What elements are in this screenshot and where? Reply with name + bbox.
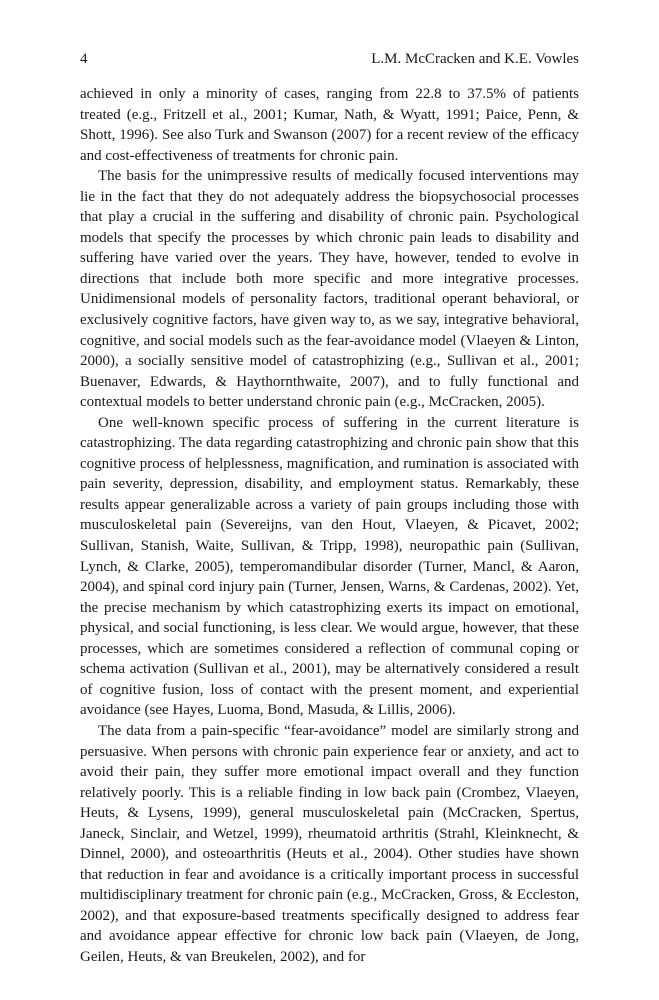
running-head-authors: L.M. McCracken and K.E. Vowles [371,51,579,67]
page-number: 4 [80,51,88,67]
paragraph-continued: achieved in only a minority of cases, ranging from 22.8 to 37.5% of patients treated (e.g., Fritzell et al., 2001; Kumar, Nath, & Wyatt, 1991; Paice, Penn, & Shott, 1996). See also Turk and Swanson (2007) for a recent review of the efficacy and cost-effectiveness of treatments for chronic pain. [80,86,579,164]
paragraph-catastrophizing: One well-known specific process of suffering in the current literature is catastrophizing. The data regarding catastrophizing and chronic pain show that this cognitive process of helplessness, magnification, and rumination is associated with pain severity, depression, disability, and employment status. Remarkably, these results appear generalizable across a variety of pain groups including those with musculoskeletal pain (Severeijns, van den Hout, Vlaeyen, & Picavet, 2002; Sullivan, Stanish, Waite, Sullivan, & Tripp, 1998), neuropathic pain (Sullivan, Lynch, & Clarke, 2005), temperomandibular disorder (Turner, Mancl, & Aaron, 2004), and spinal cord injury pain (Turner, Jensen, Warns, & Cardenas, 2002). Yet, the precise mechanism by which catastrophizing exerts its impact on emotional, physical, and social functioning, is less clear. We would argue, however, that these processes, which are sometimes considered a reflection of communal coping or schema activation (Sullivan et al., 2001), may be alternatively considered a result of cognitive fusion, loss of contact with the present moment, and experiential avoidance (see Hayes, Luoma, Bond, Masuda, & Lillis, 2006). [80,414,579,719]
body-text [80,84,579,968]
paragraph-medical-interventions: The basis for the unimpressive results of medically focused interventions may lie in the fact that they do not adequately address the biopsychosocial processes that play a crucial in the suffering and disability of chronic pain. Psychological models that specify the processes by which chronic pain leads to disability and suffering have varied over the years. They have, however, tended to evolve in directions that include both more specific and more integrative processes. Unidimensional models of personality factors, traditional operant behavioral, or exclusively cognitive factors, have given way to, as we say, integrative behavioral, cognitive, and social models such as the fear-avoidance model (Vlaeyen & Linton, 2000), a socially sensitive model of catastrophizing (e.g., Sullivan et al., 2001; Buenaver, Edwards, & Haythornthwaite, 2007), and to fully functional and contextual models to better understand chronic pain (e.g., McCracken, 2005). [80,168,579,411]
paragraph-fear-avoidance: The data from a pain-specific “fear-avoidance” model are similarly strong and persuasive. When persons with chronic pain experience fear or anxiety, and act to avoid their pain, they suffer more emotional impact overall and they function relatively poorly. This is a reliable finding in low back pain (Crombez, Vlaeyen, Heuts, & Lysens, 1999), general musculoskeletal pain (McCracken, Spertus, Janeck, Sinclair, and Wetzel, 1999), rheumatoid arthritis (Strahl, Kleinknecht, & Dinnel, 2000), and osteoarthritis (Heuts et al., 2004). Other studies have shown that reduction in fear and avoidance is a critically important process in successful multidisciplinary treatment for chronic pain (e.g., McCracken, Gross, & Eccleston, 2002), and that exposure-based treatments specifically designed to address fear and avoidance appear effective for chronic low back pain (Vlaeyen, de Jong, Geilen, Heuts, & van Breukelen, 2002), and for [80,722,579,965]
